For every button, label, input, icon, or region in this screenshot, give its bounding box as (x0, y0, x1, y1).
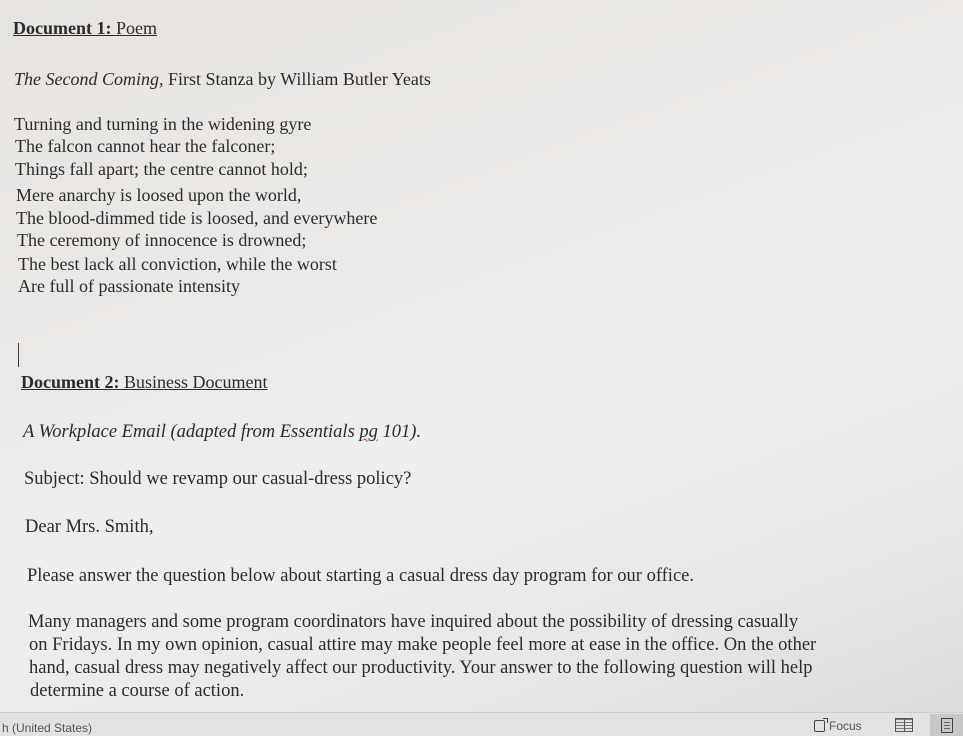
poem-line: Mere anarchy is loosed upon the world, (16, 185, 302, 205)
poem-line: The ceremony of innocence is drowned; (17, 230, 307, 250)
doc1-heading (13, 17, 157, 39)
email-request: Please answer the question below about starting a casual dress day program for our office. (27, 566, 694, 586)
poem-byline: First Stanza by William Butler Yeats (167, 69, 431, 89)
poem-title: The Second Coming, (14, 69, 164, 89)
email-paragraph-line: Many managers and some program coordinators have inquired about the possibility of dressing casually (28, 612, 799, 632)
text-cursor (18, 343, 19, 367)
poem-line: The best lack all conviction, while the worst (18, 254, 337, 274)
doc1-heading-label: Document 1: (13, 18, 112, 38)
doc2-heading-title: Business Document (123, 372, 268, 392)
print-layout-button[interactable] (930, 714, 963, 736)
focus-icon (814, 720, 825, 732)
language-indicator[interactable]: h (United States) (2, 721, 93, 735)
print-layout-icon (941, 718, 953, 733)
poem-title-line (14, 68, 431, 90)
read-mode-icon[interactable] (895, 718, 913, 732)
email-paragraph-line: on Fridays. In my own opinion, casual attire may make people feel more at ease in the office. On the other (29, 635, 817, 655)
email-intro-b: 101). (377, 422, 422, 442)
status-bar (0, 712, 963, 736)
poem-line: The falcon cannot hear the falconer; (15, 136, 276, 156)
poem-line: Turning and turning in the widening gyre (14, 114, 312, 134)
email-intro-pg: pg (359, 422, 378, 442)
email-greeting: Dear Mrs. Smith, (25, 517, 154, 537)
doc2-heading-label: Document 2: (21, 372, 120, 392)
email-subject: Subject: Should we revamp our casual-dress policy? (24, 469, 412, 489)
read-mode-left-page (896, 719, 905, 731)
email-intro (23, 421, 421, 443)
read-mode-right-page (905, 719, 913, 731)
poem-line: The blood-dimmed tide is loosed, and everywhere (16, 208, 378, 228)
poem-line: Are full of passionate intensity (18, 276, 240, 296)
focus-label: Focus (829, 719, 862, 733)
doc1-heading-title: Poem (115, 18, 157, 38)
poem-line: Things fall apart; the centre cannot hold; (15, 159, 308, 179)
email-intro-a: A Workplace Email (adapted from Essentials (23, 422, 360, 442)
doc2-heading (21, 371, 267, 393)
email-paragraph-line: determine a course of action. (30, 681, 245, 701)
focus-button[interactable] (814, 718, 862, 734)
email-paragraph-line: hand, casual dress may negatively affect our productivity. Your answer to the following question will help (29, 658, 813, 678)
